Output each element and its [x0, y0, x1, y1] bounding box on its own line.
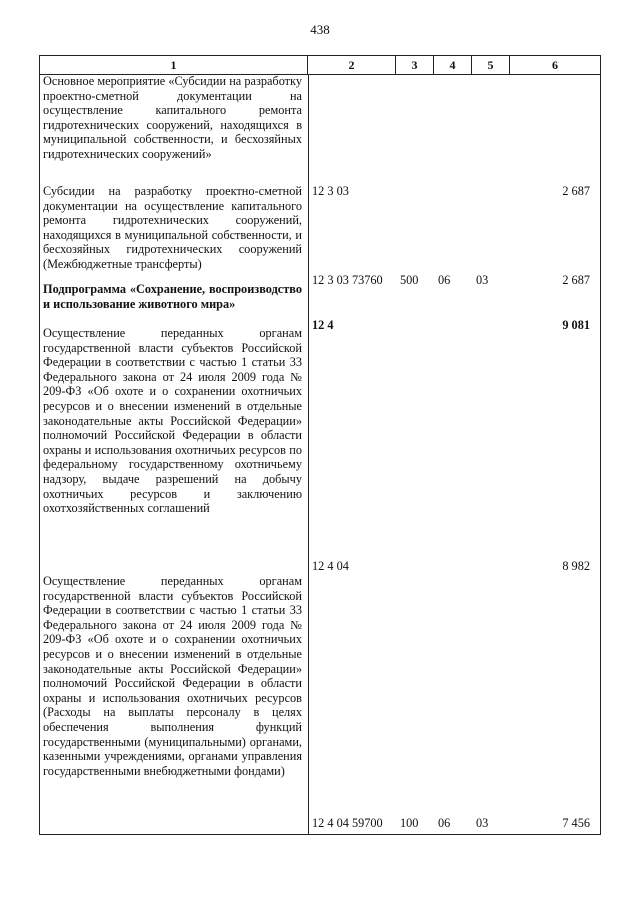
page-number: 438 [310, 22, 330, 37]
row-description: Основное мероприятие «Субсидии на разработку проектно-сметной документации на осуществление капитального ремонта гидротехнических сооружений, находящихся в муниципальной собственности, и бесхозяйных гидротехнических сооружений» [43, 74, 302, 161]
table-header [40, 56, 600, 75]
row-code: 12 4 04 [312, 559, 349, 573]
row-description: Осуществление переданных органам государственной власти субъектов Российской Федерации в соответствии с частью 1 статьи 33 Федерального закона от 24 июля 2009 года № 209-ФЗ «Об охоте и о сохранении охотничьих ресурсов и о внесении изменений в отдельные законодательные акты Российской Федерации» полномочий Российской Федерации в области охраны и использования охотничьих ресурсов (Расходы на выплаты персоналу в целях обеспечения выполнения функций государственными (муниципальными) органами, казенными учреждениями, органами управления государственными внебюджетными фондами) [43, 574, 302, 778]
header-col-5: 5 [472, 56, 510, 74]
row-code: 12 3 03 73760 [312, 273, 383, 287]
column-divider [308, 74, 309, 834]
row-sum: 7 456 [562, 816, 590, 830]
header-col-6: 6 [552, 58, 558, 72]
row-code: 12 4 [312, 318, 334, 332]
row-description: Осуществление переданных органам государственной власти субъектов Российской Федерации в соответствии с частью 1 статьи 33 Федерального закона от 24 июля 2009 года № 209-ФЗ «Об охоте и о сохранении охотничьих ресурсов и о внесении изменений в отдельные законодательные акты Российской Федерации» полномочий Российской Федерации в области охраны и использования охотничьих ресурсов по федеральному государственному охотничьему надзору, выдаче разрешений на добычу охотничьих ресурсов и заключению охотхозяйственных соглашений [43, 326, 302, 516]
row-vr: 100 [400, 816, 419, 830]
row-sum: 8 982 [562, 559, 590, 573]
row-vr: 500 [400, 273, 419, 287]
row-code: 12 4 04 59700 [312, 816, 383, 830]
row-rz: 06 [438, 816, 451, 830]
row-sum: 2 687 [562, 273, 590, 287]
row-pr: 03 [476, 273, 489, 287]
row-sum: 9 081 [562, 318, 590, 332]
header-col-4: 4 [434, 56, 472, 74]
header-col-2: 2 [308, 56, 396, 74]
row-sum: 2 687 [562, 184, 590, 198]
budget-table [39, 55, 601, 835]
header-col-1: 1 [40, 56, 308, 74]
row-rz: 06 [438, 273, 451, 287]
row-code: 12 3 03 [312, 184, 349, 198]
header-col-3: 3 [396, 56, 434, 74]
row-description: Субсидии на разработку проектно-сметной документации на осуществление капитального ремонта гидротехнических сооружений, находящихся в муниципальной собственности, и бесхозяйных гидротехнических сооружений (Межбюджетные трансферты) [43, 184, 302, 271]
row-description: Подпрограмма «Сохранение, воспроизводство и использование животного мира» [43, 282, 302, 311]
row-pr: 03 [476, 816, 489, 830]
